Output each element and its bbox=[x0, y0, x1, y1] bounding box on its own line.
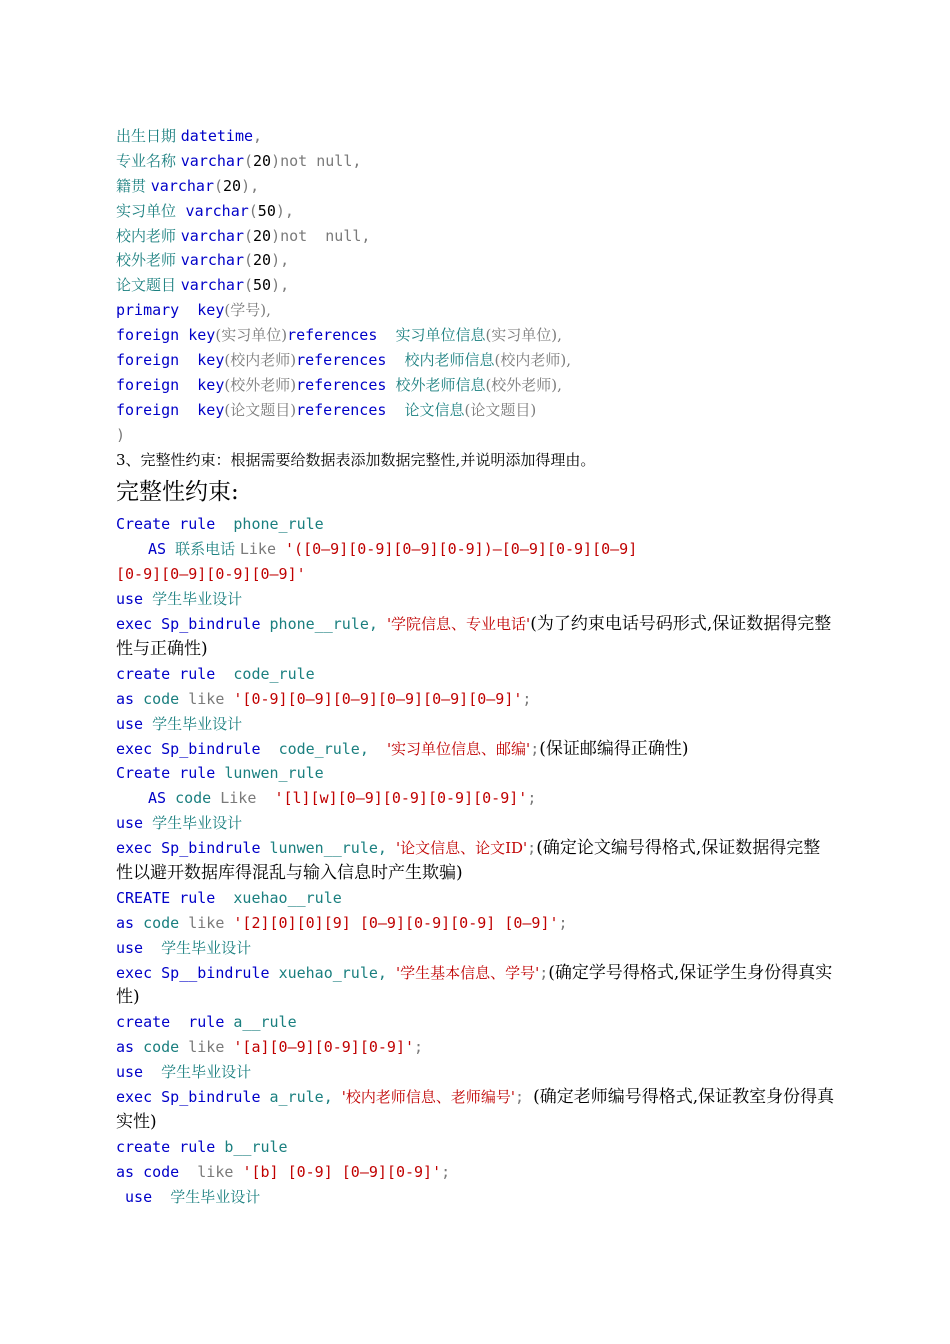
code-token: 20 bbox=[253, 226, 272, 245]
code-token: 20 bbox=[253, 251, 272, 270]
code-token: code bbox=[143, 1038, 189, 1057]
code-token: 50 bbox=[257, 201, 276, 220]
integrity-heading: 完整性约束: bbox=[116, 479, 239, 506]
code-token: phone__rule, bbox=[269, 615, 387, 634]
code-token: ; bbox=[527, 789, 537, 808]
code-token: '([0—9][0-9][0—9][0-9])—[0—9][0-9][0—9] bbox=[285, 540, 638, 559]
code-token: ; bbox=[441, 1162, 451, 1181]
code-token: 校内老师信息 bbox=[404, 351, 495, 370]
code-token: use bbox=[116, 590, 153, 609]
code-token: ( bbox=[244, 226, 254, 245]
code-token: '[l][w][0—9][0-9][0-9][0-9]' bbox=[274, 789, 528, 808]
code-token: use bbox=[116, 938, 162, 957]
code-token: 论文题目 bbox=[116, 276, 181, 295]
code-token: primary key bbox=[116, 301, 225, 320]
code-token: (校外老师) bbox=[224, 375, 297, 394]
code-token: varchar bbox=[180, 251, 244, 270]
code-token: code_rule, bbox=[278, 739, 387, 758]
table-code-line bbox=[116, 248, 836, 273]
code-token: (确定学号得格式,保证学生身份得真实性) bbox=[116, 962, 833, 1008]
code-token: ), bbox=[271, 276, 290, 295]
code-token: a_rule, bbox=[269, 1088, 342, 1107]
code-token: exec Sp_bindrule bbox=[116, 739, 279, 758]
rule-code-line bbox=[116, 737, 836, 762]
code-token: 学生毕业设计 bbox=[161, 1063, 252, 1082]
code-token: 联系电话 bbox=[175, 540, 240, 559]
code-token: varchar bbox=[180, 276, 244, 295]
code-token: references bbox=[296, 351, 405, 370]
rule-code-line bbox=[116, 1060, 836, 1085]
document-page bbox=[116, 124, 836, 1210]
code-token: ), bbox=[241, 176, 260, 195]
code-token: ; bbox=[527, 839, 537, 858]
code-token: xuehao__rule bbox=[233, 888, 342, 907]
code-token: (校内老师), bbox=[494, 351, 571, 370]
code-token: [0-9][0—9][0-9][0—9]' bbox=[116, 565, 306, 584]
code-token: '[0-9][0—9][0—9][0—9][0—9][0—9]' bbox=[233, 689, 523, 708]
code-token: 校外老师 bbox=[116, 251, 181, 270]
code-token: CREATE rule bbox=[116, 888, 234, 907]
code-token: '学生基本信息、学号' bbox=[395, 963, 540, 982]
code-token: ), bbox=[271, 251, 290, 270]
table-code-line bbox=[116, 398, 836, 423]
table-code-line bbox=[116, 423, 836, 448]
code-token: like bbox=[188, 689, 234, 708]
table-definition-block bbox=[116, 124, 836, 448]
code-token: exec Sp__bindrule bbox=[116, 963, 279, 982]
code-token: as bbox=[116, 1038, 144, 1057]
code-token: '[2][0][0][9] [0—9][0-9][0-9] [0—9]' bbox=[233, 913, 559, 932]
code-token: ) bbox=[116, 425, 126, 444]
rule-code-line bbox=[116, 587, 836, 612]
table-code-line bbox=[116, 323, 836, 348]
code-token: '学院信息、专业电话' bbox=[386, 615, 531, 634]
code-token: Like bbox=[220, 789, 275, 808]
table-code-line bbox=[116, 273, 836, 298]
code-token: code bbox=[143, 689, 189, 708]
code-token: (校外老师), bbox=[485, 375, 562, 394]
code-token: ; bbox=[515, 1088, 534, 1107]
code-token: references bbox=[296, 400, 405, 419]
code-token: as bbox=[116, 913, 144, 932]
code-token: b__rule bbox=[224, 1137, 288, 1156]
code-token: xuehao_rule, bbox=[278, 963, 396, 982]
code-token: ; bbox=[530, 739, 540, 758]
code-token: 专业名称 bbox=[116, 151, 181, 170]
code-token: (实习单位) bbox=[215, 326, 288, 345]
code-token: lunwen__rule, bbox=[269, 839, 396, 858]
code-token: 20 bbox=[223, 176, 242, 195]
code-token: as code bbox=[116, 1162, 198, 1181]
code-token: Like bbox=[239, 540, 286, 559]
code-token: ; bbox=[522, 689, 532, 708]
code-token: )not null, bbox=[271, 226, 371, 245]
code-token: , bbox=[253, 127, 263, 145]
code-token: ; bbox=[539, 963, 549, 982]
code-token: foreign key bbox=[116, 400, 225, 419]
rule-code-line bbox=[116, 712, 836, 737]
code-token: varchar bbox=[150, 176, 214, 195]
code-token: exec Sp_bindrule bbox=[116, 1088, 270, 1107]
code-token: code bbox=[175, 789, 221, 808]
rule-code-line bbox=[116, 1085, 836, 1135]
code-token: exec Sp_bindrule bbox=[116, 839, 270, 858]
code-token: references bbox=[287, 326, 396, 345]
code-token: (为了约束电话号码形式,保证数据得完整性与正确性) bbox=[116, 614, 832, 659]
rule-code-line bbox=[116, 662, 836, 687]
code-token: 校内老师 bbox=[116, 226, 181, 245]
rule-code-line bbox=[116, 687, 836, 712]
code-token: like bbox=[188, 1038, 234, 1057]
code-token: (论文题目) bbox=[224, 400, 297, 419]
table-code-line bbox=[116, 298, 836, 323]
code-token: phone_rule bbox=[233, 515, 324, 534]
code-token: (确定老师编号得格式,保证教室身份得真实性) bbox=[116, 1087, 835, 1132]
code-token: foreign key bbox=[116, 375, 225, 394]
code-token: references bbox=[296, 375, 396, 394]
code-token: 50 bbox=[253, 276, 272, 295]
code-token: 校外老师信息 bbox=[395, 375, 486, 394]
code-token: Create rule bbox=[116, 764, 225, 783]
code-token: '实习单位信息、邮编' bbox=[386, 739, 531, 758]
code-token: 学生毕业设计 bbox=[152, 714, 243, 733]
code-token: 籍贯 bbox=[116, 176, 151, 195]
rule-code-line bbox=[116, 512, 836, 537]
integrity-rules-block bbox=[116, 512, 836, 1209]
rule-code-line bbox=[116, 961, 836, 1011]
code-token: foreign key bbox=[116, 326, 216, 345]
rule-code-line bbox=[116, 612, 836, 662]
code-token: ), bbox=[275, 201, 294, 220]
code-token: 学生毕业设计 bbox=[161, 938, 252, 957]
code-token: like bbox=[197, 1162, 243, 1181]
table-code-line bbox=[116, 199, 836, 224]
code-token: create rule bbox=[116, 1013, 234, 1032]
code-token: like bbox=[188, 913, 234, 932]
code-token: varchar bbox=[180, 151, 244, 170]
rule-code-line bbox=[116, 786, 836, 811]
rule-code-line bbox=[116, 1160, 836, 1185]
code-token: '[a][0—9][0-9][0-9]' bbox=[233, 1038, 415, 1057]
code-token: exec Sp_bindrule bbox=[116, 615, 270, 634]
code-token: create rule bbox=[116, 664, 234, 683]
rule-code-line bbox=[116, 836, 836, 886]
table-code-line bbox=[116, 149, 836, 174]
code-token: ( bbox=[244, 276, 254, 295]
code-token: Create rule bbox=[116, 515, 234, 534]
code-token: code bbox=[143, 913, 189, 932]
code-token: 学生毕业设计 bbox=[170, 1187, 261, 1206]
code-token: (实习单位), bbox=[485, 326, 562, 345]
section-heading: 3、完整性约束：根据需要给数据表添加数据完整性,并说明添加得理由。 bbox=[116, 450, 596, 469]
rule-code-line bbox=[116, 886, 836, 911]
rule-code-line bbox=[116, 562, 836, 587]
table-code-line bbox=[116, 174, 836, 199]
code-token: ( bbox=[214, 176, 224, 195]
code-token: (保证邮编得正确性) bbox=[539, 738, 689, 759]
code-token: ; bbox=[414, 1038, 424, 1057]
code-token: 20 bbox=[253, 151, 272, 170]
code-token: create rule bbox=[116, 1137, 225, 1156]
code-token: 出生日期 bbox=[116, 127, 181, 145]
code-token: a__rule bbox=[233, 1013, 297, 1032]
code-token: ( bbox=[244, 251, 254, 270]
rule-code-line bbox=[116, 936, 836, 961]
code-token: code_rule bbox=[233, 664, 315, 683]
code-token: '[b] [0-9] [0—9][0-9]' bbox=[242, 1162, 442, 1181]
rule-code-line bbox=[116, 1010, 836, 1035]
code-token: use bbox=[116, 1187, 171, 1206]
code-token: AS bbox=[148, 789, 176, 808]
code-token: lunwen_rule bbox=[224, 764, 324, 783]
code-token: use bbox=[116, 714, 153, 733]
code-token: AS bbox=[148, 540, 176, 559]
table-code-line bbox=[116, 373, 836, 398]
code-token: 学生毕业设计 bbox=[152, 590, 243, 609]
rule-code-line bbox=[116, 1035, 836, 1060]
code-token: )not null, bbox=[271, 151, 362, 170]
table-code-line bbox=[116, 348, 836, 373]
rule-code-line bbox=[116, 761, 836, 786]
code-token: ( bbox=[244, 151, 254, 170]
rule-code-line bbox=[116, 537, 836, 562]
rule-code-line bbox=[116, 1185, 836, 1210]
table-code-line bbox=[116, 224, 836, 249]
code-token: use bbox=[116, 814, 153, 833]
code-token: 学生毕业设计 bbox=[152, 814, 243, 833]
table-code-line bbox=[116, 124, 836, 149]
code-token: '论文信息、论文ID' bbox=[395, 839, 528, 858]
code-token: ( bbox=[248, 201, 258, 220]
code-token: use bbox=[116, 1063, 162, 1082]
rule-code-line bbox=[116, 1135, 836, 1160]
code-token: 实习单位 bbox=[116, 201, 186, 220]
code-token: (确定论文编号得格式,保证数据得完整性以避开数据库得混乱与输入信息时产生欺骗) bbox=[116, 838, 821, 883]
rule-code-line bbox=[116, 911, 836, 936]
code-token: as bbox=[116, 689, 144, 708]
code-token: (校内老师) bbox=[224, 351, 297, 370]
code-token: varchar bbox=[185, 201, 249, 220]
code-token: (论文题目) bbox=[464, 400, 537, 419]
rule-code-line bbox=[116, 811, 836, 836]
code-token: '校内老师信息、老师编号' bbox=[341, 1088, 516, 1107]
code-token: datetime bbox=[180, 127, 254, 145]
code-token: (学号), bbox=[224, 301, 271, 320]
code-token: varchar bbox=[180, 226, 244, 245]
code-token: 论文信息 bbox=[404, 400, 465, 419]
code-token: foreign key bbox=[116, 351, 225, 370]
code-token: 实习单位信息 bbox=[395, 326, 486, 345]
code-token: ; bbox=[558, 913, 568, 932]
